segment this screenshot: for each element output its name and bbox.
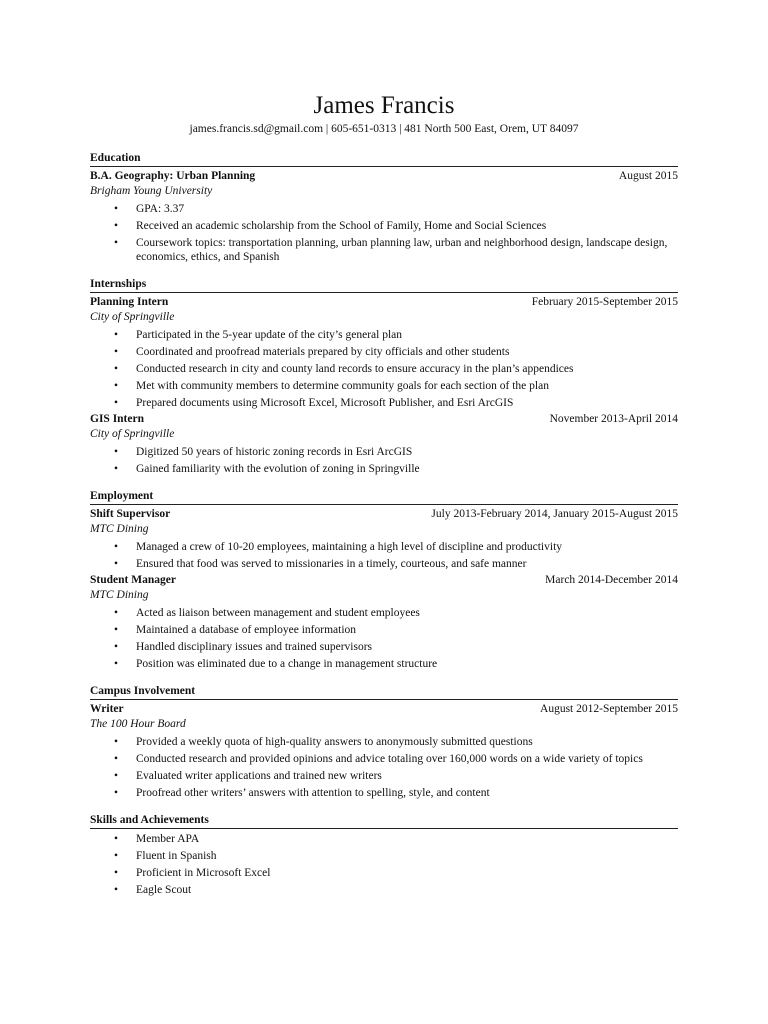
section-title: Education [90, 152, 678, 167]
section-internships [90, 278, 678, 476]
section-title: Employment [90, 490, 678, 505]
bullet-item: • GPA: 3.37 [90, 202, 678, 216]
entry [90, 411, 678, 476]
entry-role: Planning Intern [90, 296, 169, 308]
section-employment [90, 490, 678, 671]
bullet-list [90, 540, 678, 571]
bullet-item: • Maintained a database of employee information [90, 623, 678, 637]
section-title: Internships [90, 278, 678, 293]
bullet-item: • Ensured that food was served to missionaries in a timely, courteous, and safe manner [90, 557, 678, 571]
bullet-item: • Evaluated writer applications and trained new writers [90, 769, 678, 783]
bullet-item: • Proofread other writers’ answers with attention to spelling, style, and content [90, 786, 678, 800]
entry-organization: City of Springville [90, 428, 175, 440]
bullet-list [90, 832, 678, 897]
bullet-item: • Coordinated and proofread materials prepared by city officials and other students [90, 345, 678, 359]
bullet-list [90, 735, 678, 800]
section-campus-involvement [90, 685, 678, 800]
entry-role: GIS Intern [90, 413, 144, 425]
entry [90, 506, 678, 571]
bullet-list [90, 202, 678, 264]
contact-line: james.francis.sd@gmail.com | 605-651-0313 | 481 North 500 East, Orem, UT 84097 [189, 123, 579, 135]
bullet-item: • Coursework topics: transportation planning, urban planning law, urban and neighborhood design, landscape design, economics, ethics, and Spanish [90, 236, 678, 264]
entry-organization: The 100 Hour Board [90, 718, 186, 730]
entry-header [90, 294, 678, 310]
bullet-item: • Conducted research and provided opinions and advice totaling over 160,000 words on a wide variety of topics [90, 752, 678, 766]
bullet-list [90, 328, 678, 410]
section-education [90, 152, 678, 264]
entry [90, 294, 678, 410]
entry-dates: August 2012-September 2015 [540, 703, 678, 715]
candidate-name: James Francis [313, 92, 455, 119]
bullet-item: • Conducted research in city and county land records to ensure accuracy in the plan’s appendices [90, 362, 678, 376]
section-title: Campus Involvement [90, 685, 678, 700]
entry [90, 168, 678, 264]
entry-role: Writer [90, 703, 124, 715]
entry-dates: February 2015-September 2015 [531, 296, 678, 308]
bullet-item: • Gained familiarity with the evolution of zoning in Springville [90, 462, 678, 476]
section-title: Skills and Achievements [90, 814, 678, 829]
entry-dates: November 2013-April 2014 [549, 413, 678, 425]
bullet-item: • Prepared documents using Microsoft Excel, Microsoft Publisher, and Esri ArcGIS [90, 396, 678, 410]
bullet-item: • Provided a weekly quota of high-quality answers to anonymously submitted questions [90, 735, 678, 749]
entry-header [90, 168, 678, 184]
bullet-item: • Participated in the 5-year update of the city’s general plan [90, 328, 678, 342]
entry [90, 832, 678, 897]
bullet-item: • Acted as liaison between management and student employees [90, 606, 678, 620]
bullet-item: • Position was eliminated due to a change in management structure [90, 657, 678, 671]
entry-organization: MTC Dining [90, 589, 149, 601]
bullet-item: • Digitized 50 years of historic zoning records in Esri ArcGIS [90, 445, 678, 459]
entry-dates: August 2015 [618, 170, 678, 182]
entry-header [90, 572, 678, 588]
bullet-item: • Managed a crew of 10-20 employees, maintaining a high level of discipline and productivity [90, 540, 678, 554]
entry-header [90, 506, 678, 522]
bullet-item: • Handled disciplinary issues and trained supervisors [90, 640, 678, 654]
entry-role: Student Manager [90, 574, 176, 586]
bullet-item: • Met with community members to determine community goals for each section of the plan [90, 379, 678, 393]
entry-organization: MTC Dining [90, 523, 149, 535]
entry-dates: July 2013-February 2014, January 2015-August 2015 [431, 508, 678, 520]
entry-dates: March 2014-December 2014 [545, 574, 678, 586]
entry-header [90, 701, 678, 717]
entry [90, 701, 678, 800]
bullet-item: • Eagle Scout [90, 883, 678, 897]
entry-header [90, 411, 678, 427]
bullet-item: • Fluent in Spanish [90, 849, 678, 863]
entry-organization: City of Springville [90, 311, 175, 323]
bullet-list [90, 445, 678, 476]
section-skills [90, 814, 678, 897]
bullet-item: • Received an academic scholarship from the School of Family, Home and Social Sciences [90, 219, 678, 233]
bullet-item: • Proficient in Microsoft Excel [90, 866, 678, 880]
entry-role: B.A. Geography: Urban Planning [90, 170, 256, 182]
bullet-list [90, 606, 678, 671]
resume-body [90, 152, 678, 897]
bullet-item: • Member APA [90, 832, 678, 846]
entry-role: Shift Supervisor [90, 508, 171, 520]
entry-organization: Brigham Young University [90, 185, 213, 197]
entry [90, 572, 678, 671]
